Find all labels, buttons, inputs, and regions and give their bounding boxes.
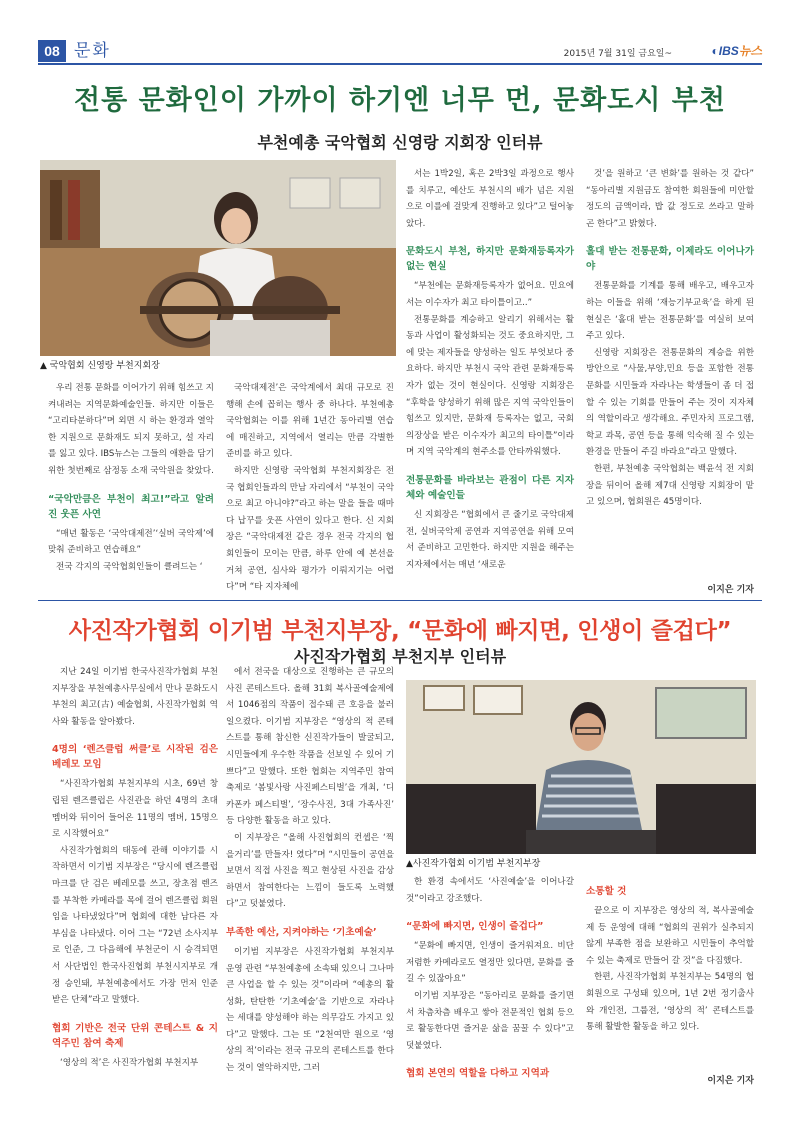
paragraph: “매년 활동은 ‘국악대제전’‘실버 국악제’에 맞춰 준비하고 연습해요” — [48, 528, 214, 556]
paragraph: 한편, 부천예총 국악협회는 백윤석 전 지회장을 뒤이어 올해 제7대 신영랑 지회장이 맡고 있으며, 협회원은 45명이다. — [586, 463, 754, 508]
paragraph: 지난 24일 이기범 한국사진작가협회 부천지부장을 부천예총사무실에서 만나 문화도시 부천의 최고(古) 예술협회, 사진작가협회 역사와 활동을 알아봤다. — [52, 667, 218, 727]
paragraph: “사진작가협회 부천지부의 시초, 69년 창립된 렌즈클럽은 사진관을 하던 4명의 초대 멤버와 뒤이어 들어온 11명의 멤버, 15명으로 시작했어요” — [52, 779, 218, 840]
paragraph: 이기범 지부장은 “동아리로 문화를 즐기면서 차츰차츰 배우고 쌓아 전문적인 협회 등으로 활동한다면 즐거운 삶을 꿈꿀 수 있다”고 덧붙였다. — [406, 990, 574, 1051]
article1-column-3 — [406, 166, 574, 573]
paragraph: 하지만 신영랑 국악협회 부천지회장은 전국 협회인들과의 만남 자리에서 “부천이 국악으로 최고 아니야?”라고 하는 말을 들을 때마다 납꾸를 웃픈 사연이 있다고 한다. 신 지회장은 “국악대제전 같은 경우 전국 각지의 협회인들이 모이는 만큼, 하루 안에 예 본선을 거쳐 공연, 심사와 평가가 이뤄지기는 어렵다”며 “타 지자체에 — [226, 465, 394, 593]
paragraph: 에서 전국을 대상으로 진행하는 큰 규모의 사진 콘테스트다. 올해 31회 복사골예술제에서 1046점의 작품이 접수돼 큰 호응을 불러 일으켰다. 이기범 지부장은 “영상의 적 콘테스트를 통해 참신한 신진작가들이 발굴되고, 시민들에게 우수한 작품을 선보일 수 있어 기쁘다”고 말했다. 또한 협회는 지역주민 참여 축제로 ‘봄빛사랑 사진페스티벌’을 개최, ‘디카폰카 페스티벌’, ‘장수사진, 3대 가족사진’ 등 다양한 활동을 하고 있다. — [226, 667, 394, 827]
article1-column-2 — [226, 380, 394, 596]
section-heading: “국악만큼은 부천이 최고!”라고 알려진 웃픈 사연 — [48, 493, 214, 520]
logo-mark-icon: ◐ — [711, 44, 719, 58]
paragraph: 국악대제전’은 국악계에서 최대 규모로 진행해 손에 꼽히는 행사 중 하나다. 부천예총 국악협회는 이를 위해 1년간 동아리별 연습에 매진하고, 지역에서 열리는 만큼 각별한 준비를 하고 있다. — [226, 383, 394, 460]
paragraph: ‘영상의 적’은 사진작가협회 부천지부 — [60, 1057, 199, 1068]
logo-suffix: 뉴스 — [738, 44, 762, 58]
ibs-news-logo — [712, 42, 762, 59]
article1-column-1 — [48, 380, 214, 575]
paragraph: 신영랑 지회장은 전통문화의 계승을 위한 방안으로 “사물,부양,민요 등을 포함한 전통문화를 시민들과 자라나는 학생들이 좀 더 접할 수 있는 기회를 만들어 주는 것이 지자체의 역할이라고 생각해요. 주민자치 프로그램, 학교 과목, 공연 등을 통해 익숙해 질 수 있는 환경을 만들어 주길 바라요”라고 말했다. — [586, 347, 754, 458]
paragraph: 한편, 사진작가협회 부천지부는 54명의 협회원으로 구성돼 있으며, 1년 2번 정기출사와 개인전, 그룹전, ‘영상의 적’ 콘테스트를 통해 활발한 활동을 하고 있다. — [586, 972, 754, 1033]
article2-photo-caption: ▲사진작가협회 이기범 부천지부장 — [406, 859, 541, 869]
article2-column-1 — [52, 664, 218, 1071]
article1-column-4 — [586, 166, 754, 511]
article2-column-4 — [586, 884, 754, 1036]
article2-column-2 — [226, 664, 394, 1077]
paragraph: 신 지회장은 “협회에서 큰 줄기로 국악대제전, 실버국악제 공연과 지역공연을 위해 모여서 준비하고 고민한다. 하지만 지원을 해주는 지자체에서는 매년 ‘새로운 — [406, 509, 574, 570]
section-heading: 4명의 ‘렌즈클럽 써클’로 시작된 검은 베레모 모임 — [52, 744, 218, 771]
paragraph: “문화에 빠지면, 인생이 즐거워져요. 비단 저렴한 카메라로도 열정만 있다면, 문화를 즐길 수 있잖아요” — [406, 941, 574, 985]
section-heading: 전통문화를 바라보는 관점이 다른 지자체와 예술인들 — [406, 474, 574, 501]
paragraph: 전국 각지의 국악협회인들이 클려드는 ‘ — [56, 561, 203, 572]
paragraph: 것’을 원하고 ‘큰 변화’를 원하는 것 같다” “동아리별 지원금도 참여한 회원들에 미안할 정도의 금액이라, 밥 값 정도로 쓰라고 말하곤 한다”고 밝혔다. — [586, 169, 754, 229]
page-number: 08 — [38, 40, 66, 62]
section-heading: 부족한 예산, 지켜야하는 ‘기초예술’ — [226, 926, 377, 938]
issue-date: 2015년 7월 31일 금요일~ — [563, 49, 672, 59]
article2-headline: 사진작가협회 이기범 부천지부장, “문화에 빠지면, 인생이 즐겁다” — [68, 618, 732, 644]
section-heading: 협회 기반은 전국 단위 콘테스트 & 지역주민 참여 축제 — [52, 1022, 218, 1049]
section-heading: 협회 본연의 역할을 다하고 지역과 — [406, 1068, 550, 1080]
paragraph: 서는 1박2일, 혹은 2박3일 과정으로 행사를 치루고, 예산도 부천시의 배가 넘은 지원으로 이를에 걸맞게 진행하고 있다”고 털어놓았다. — [406, 169, 574, 229]
article2-column-3 — [406, 874, 574, 1085]
section-title: 문화 — [74, 41, 111, 61]
article1-photo-caption: ▲ 국악협회 신영랑 부천지회장 — [40, 361, 160, 371]
article1-byline: 이지은 기자 — [707, 585, 754, 595]
header-rule — [38, 63, 762, 65]
paragraph: 전통문화를 기계를 통해 배우고, 배우고자 하는 이들을 위해 ‘재능기부교육’을 하게 된 현실은 ‘홀대 받는 전통문화’를 여실히 보여주고 있다. — [586, 281, 754, 342]
paragraph: 이 지부장은 “올해 사진협회의 컨셉은 ‘찍을거리’를 만들자! 였다”며 “시민들이 공연을 보면서 직접 사진을 찍고 현상된 사진을 감상하면서 참여한다는 느낌이 들도록 노력했다”고 덧붙였다. — [226, 832, 394, 910]
section-heading: 소통할 것 — [586, 886, 627, 897]
article2-subheadline: 사진작가협회 부천지부 인터뷰 — [293, 647, 507, 666]
paragraph: 전통문화를 계승하고 알리기 위해서는 활동과 사업이 활성화되는 것도 중요하지만, 그에 맞는 제자들을 양성하는 일도 부엇보다 중요하다. 하지만 부천시 국악 관련 문화재등록자가 없는 것이 현실이다. 신영랑 지회장은 “후학을 양성하기 위해 많은 지역 국악인들이 힘쓰고 있지만, 문화재 등록자는 없고, 국회의장상을 받은 이수자가 최고의 타이틀”이라며 지역 국악계의 현주소를 안타까워했다. — [406, 314, 574, 458]
section-heading: “문화에 빠지면, 인생이 즐겁다” — [406, 921, 544, 933]
page-header — [38, 40, 762, 64]
paragraph: “부천에는 문화재등록자가 없어요. 민요에서는 이수자가 최고 타이틀이고..” — [406, 281, 574, 308]
paragraph: 이기범 지부장은 사진작가협회 부천지부 운영 관련 “부천예총에 소속돼 있으니 그나마 큰 사업을 할 수 있는 것”이라며 “예총의 활성화, 탄탄한 ‘기초예술’을 기반으로 자라나는 세대를 양성해야 하는 의무감도 가지고 있다”고 말했다. 그는 또 “2천여만 원으로 ‘영상의 적’이라는 전국 규모의 콘테스트를 한다는 것이 열악하지만, 그러 — [226, 946, 394, 1074]
section-heading: 홀대 받는 전통문화, 이제라도 이어나가야 — [586, 246, 754, 273]
article2-photo — [406, 680, 756, 854]
paragraph: 한 환경 속에서도 ‘사진예술’을 이어나갈 것”이라고 강조했다. — [406, 877, 574, 904]
section-heading: 문화도시 부천, 하지만 문화재등록자가 없는 현실 — [406, 246, 574, 273]
paragraph: 끝으로 이 지부장은 영상의 적, 복사골예술제 등 운영에 대해 “협회의 권위가 실추되지 않게 부족한 점을 보완하고 시민들이 추억할 수 있는 축제로 만들어 갈 것”을 다짐했다. — [586, 906, 754, 966]
article1-photo — [40, 160, 396, 356]
article2-byline: 이지은 기자 — [707, 1076, 754, 1086]
article1-subheadline: 부천예총 국악협회 신영랑 지회장 인터뷰 — [257, 133, 543, 152]
paragraph: 사진작가협회의 태동에 관해 이야기를 시작하면서 이기범 지부장은 “당시에 렌즈클럽 마크를 단 검은 베레모를 쓰고, 장초점 렌즈를 부착한 카메라를 목에 걸어 렌즈클럽 회원임을 나타냈었다”며 협회에 대한 남다른 자부심을 나타냈다. 이어 그는 “72년 소사지부로 인준, 그 다음해에 부천군이 시 승격되면서 사단법인 한국사진협회 부천시지부로 개정 승인돼, 부천예총에서도 가장 먼저 인준 받은 단체”라고 말했다. — [52, 845, 218, 1006]
article-divider — [38, 600, 762, 601]
paragraph: 우리 전통 문화를 이어가기 위해 힘쓰고 지켜내려는 지역문화예술인들. 하지만 이들은 “고리타분하다”며 외면 시 하는 환경과 열악한 지원으로 문화재도 되지 못하고, 설 자리를 잃고 있다. IBS뉴스는 그들의 애환을 담기 위한 첫번째로 삼정동 소재 국악원을 찾았다. — [48, 383, 214, 476]
logo-text: IBS — [718, 44, 739, 58]
article1-headline: 전통 문화인이 가까이 하기엔 너무 먼, 문화도시 부천 — [74, 85, 726, 116]
